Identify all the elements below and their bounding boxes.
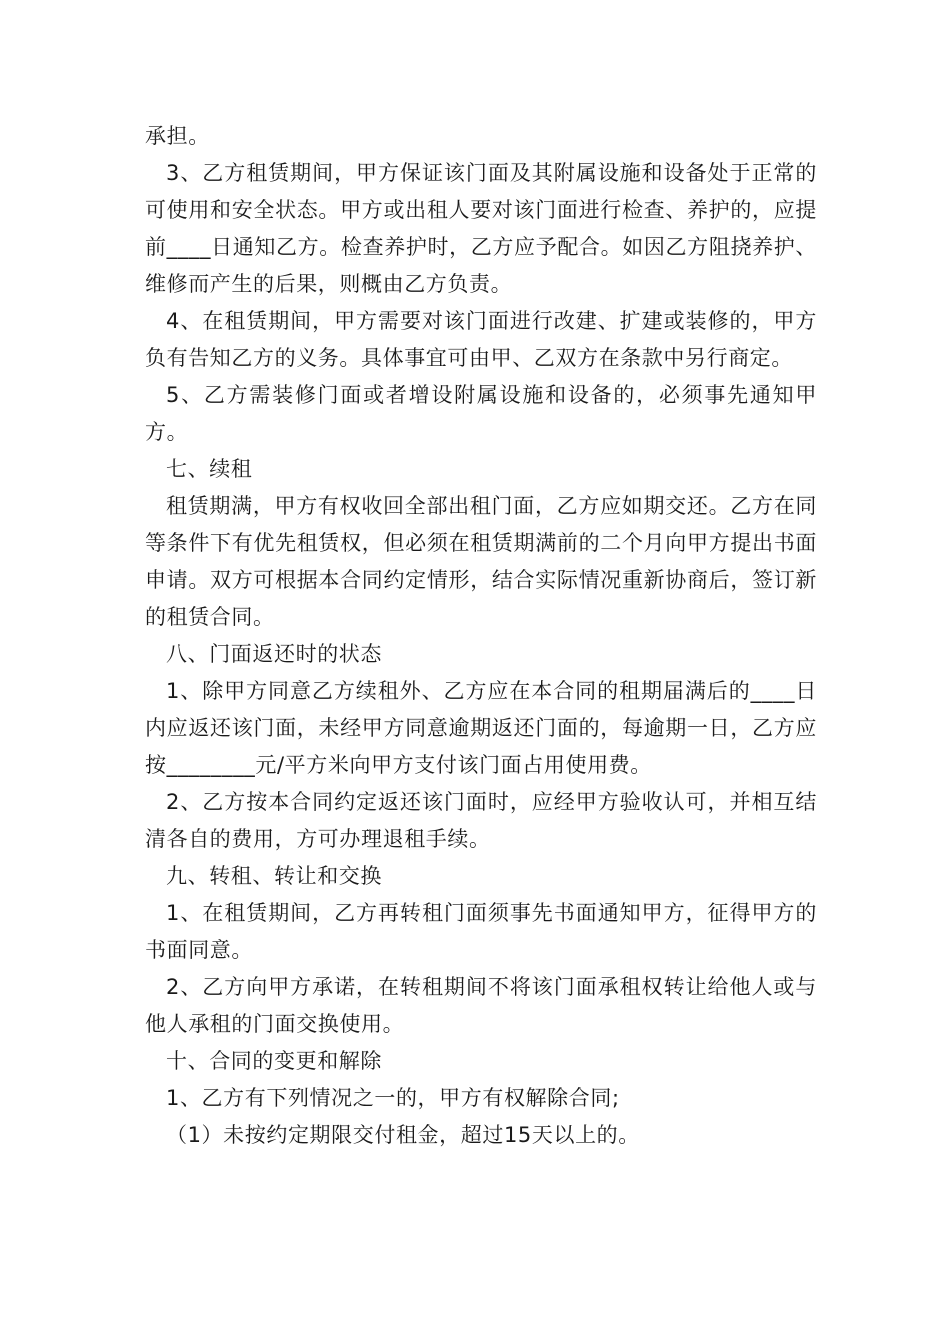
section-heading-return-state: 八、门面返还时的状态 — [166, 642, 382, 666]
section-heading-sublease: 九、转租、转让和交换 — [166, 864, 382, 888]
clause-9-2: 2、乙方向甲方承诺，在转租期间不将该门面承租权转让给他人或与他人承租的门面交换使用。 — [145, 975, 817, 1036]
clause-8-1: 1、除甲方同意乙方续租外、乙方应在本合同的租期届满后的____日内应返还该门面，未经甲方同意逾期返还门面的，每逾期一日，乙方应按________元/平方米向甲方支付该门面占用使用费。 — [145, 679, 817, 777]
paragraph-continuation: 承担。 — [145, 124, 210, 148]
clause-9-1: 1、在租赁期间，乙方再转租门面须事先书面通知甲方，征得甲方的书面同意。 — [145, 901, 817, 962]
clause-7-body: 租赁期满，甲方有权收回全部出租门面，乙方应如期交还。乙方在同等条件下有优先租赁权，但必须在租赁期满前的二个月向甲方提出书面申请。双方可根据本合同约定情形，结合实际情况重新协商后，签订新的租赁合同。 — [145, 494, 817, 629]
document-body — [145, 118, 817, 1154]
clause-10-1: 1、乙方有下列情况之一的，甲方有权解除合同; — [166, 1086, 620, 1110]
clause-6-3: 3、乙方租赁期间，甲方保证该门面及其附属设施和设备处于正常的可使用和安全状态。甲方或出租人要对该门面进行检查、养护的，应提前____日通知乙方。检查养护时，乙方应予配合。如因乙方阻挠养护、维修而产生的后果，则概由乙方负责。 — [145, 161, 817, 296]
clause-6-5: 5、乙方需装修门面或者增设附属设施和设备的，必须事先通知甲方。 — [145, 383, 817, 444]
clause-6-4: 4、在租赁期间，甲方需要对该门面进行改建、扩建或装修的，甲方负有告知乙方的义务。具体事宜可由甲、乙双方在条款中另行商定。 — [145, 309, 817, 370]
clause-8-2: 2、乙方按本合同约定返还该门面时，应经甲方验收认可，并相互结清各自的费用，方可办理退租手续。 — [145, 790, 817, 851]
section-heading-renewal: 七、续租 — [166, 457, 253, 481]
section-heading-modification: 十、合同的变更和解除 — [166, 1049, 382, 1073]
clause-10-1-item-1: （1）未按约定期限交付租金，超过15天以上的。 — [166, 1123, 640, 1147]
